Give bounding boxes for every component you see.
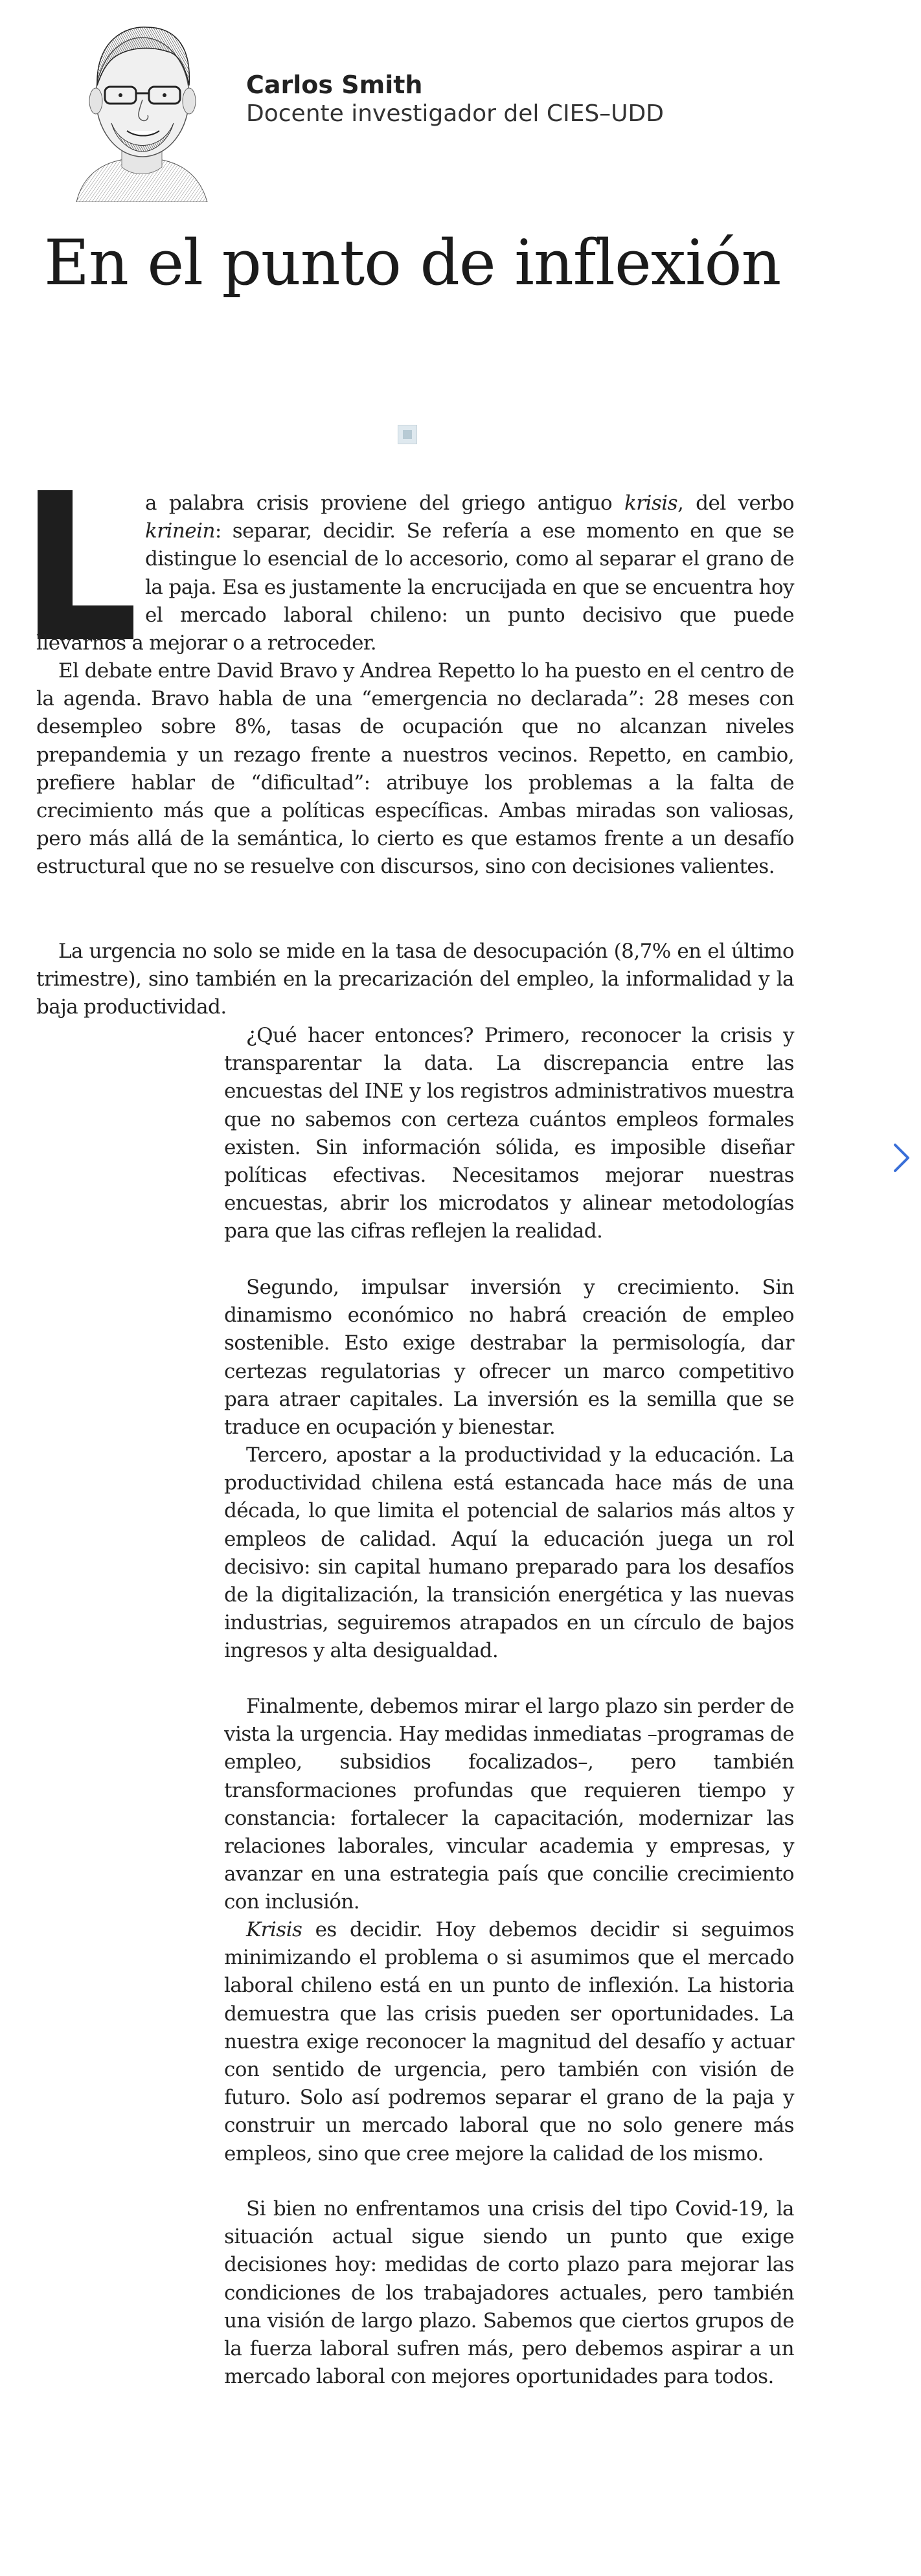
article-headline: En el punto de inflexión: [44, 227, 781, 299]
body-paragraph-7: [224, 1693, 794, 1917]
text-segment: Segundo, impulsar inversión y crecimiento. Sin dinamismo económico no habrá creación de empleo sostenible. Esto exige destrabar la permisología, dar certezas regulatorias y ofrecer un marco competitivo para atraer capitales. La inversión es la semilla que se traduce en ocupación y bienestar.: [224, 1276, 794, 1440]
text-segment: La urgencia no solo se mide en la tasa de desocupación (8,7% en el último trimestre), sino también en la precarización del empleo, la informalidad y la baja productividad.: [36, 940, 794, 1019]
body-paragraph-2: [36, 657, 794, 881]
byline: [246, 70, 664, 128]
body-paragraph-1: [36, 490, 794, 657]
author-name: Carlos Smith: [246, 71, 423, 99]
body-paragraph-8: [224, 1916, 794, 2168]
body-paragraph-4: [224, 1022, 794, 1246]
author-role: Docente investigador del CIES–UDD: [246, 100, 664, 127]
text-segment: Finalmente, debemos mirar el largo plazo sin perder de vista la urgencia. Hay medidas inmediatas –programas de empleo, subsidios focalizados–, pero también transformaciones profundas que requieren tiempo y constancia: fortalecer la capacitación, modernizar las relaciones laborales, vincular academia y empresas, y avanzar en una estrategia país que concilie crecimiento con inclusión.: [224, 1695, 794, 1914]
body-paragraph-3: [36, 938, 794, 1022]
text-segment: es decidir. Hoy debemos decidir si seguimos minimizando el problema o si asumimos que el mercado laboral chileno está en un punto de inflexión. La historia demuestra que las crisis pueden ser oportunidades. La nuestra exige reconocer la magnitud del desafío y actuar con sentido de urgencia, pero también con visión de futuro. Solo así podremos separar el grano de la paja y construir un mercado laboral que no solo genere más empleos, sino que cree mejore la calidad de los mismo.: [224, 1918, 794, 2165]
text-segment: a palabra crisis proviene del griego antiguo: [145, 491, 624, 515]
body-paragraph-9: [224, 2195, 794, 2391]
italic-term: krisis: [624, 491, 677, 515]
body-paragraph-5: [224, 1274, 794, 1441]
text-segment: Si bien no enfrentamos una crisis del tipo Covid-19, la situación actual sigue siendo un punto que exige decisiones hoy: medidas de corto plazo para mejorar las condiciones de los trabajadores actuales, pero también una visión de largo plazo. Sabemos que ciertos grupos de la fuerza laboral sufren más, pero debemos aspirar a un mercado laboral con mejores oportunidades para todos.: [224, 2197, 794, 2389]
text-segment: Tercero, apostar a la productividad y la educación. La productividad chilena está estancada hace más de una década, lo que limita el potencial de salarios más altos y empleos de calidad. Aquí la educación juega un rol decisivo: sin capital humano preparado para los desafíos de la digitalización, la transición energética y las nuevas industrias, seguiremos atrapados en un círculo de bajos ingresos y alta desigualdad.: [224, 1443, 794, 1663]
italic-term: krinein: [145, 519, 215, 543]
image-placeholder-icon: [398, 425, 417, 444]
text-segment: : separar, decidir. Se refería a ese momento en que se distingue lo esencial de lo accesorio, como al separar el grano de la paja. Esa es justamente la encrucijada en que se encuentra hoy el mercado laboral chileno: un punto decisivo que puede llevarnos a mejorar o a retroceder.: [36, 519, 794, 655]
author-portrait: [71, 14, 210, 202]
text-segment: ¿Qué hacer entonces? Primero, reconocer la crisis y transparentar la data. La discrepancia entre las encuestas del INE y los registros administrativos muestra que no sabemos con certeza cuántos empleos formales existen. Sin información sólida, es imposible diseñar políticas efectivas. Necesitamos mejorar nuestras encuestas, abrir los microdatos y alinear metodologías para que las cifras reflejen la realidad.: [224, 1024, 794, 1243]
text-segment: , del verbo: [677, 491, 794, 515]
text-segment: El debate entre David Bravo y Andrea Repetto lo ha puesto en el centro de la agenda. Bravo habla de una “emergencia no declarada”: 28 meses con desempleo sobre 8%, tasas de ocupación que no alcanzan niveles prepandemia y un rezago frente a nuestros vecinos. Repetto, en cambio, prefiere hablar de “dificultad”: atribuye los problemas a la falta de crecimiento más que a políticas específicas. Ambas miradas son valiosas, pero más allá de la semántica, lo cierto es que estamos frente a un desafío estructural que no se resuelve con discursos, sino con decisiones valientes.: [36, 659, 794, 879]
body-paragraph-6: [224, 1441, 794, 1666]
chevron-right-icon[interactable]: [889, 1140, 915, 1176]
italic-term: Krisis: [246, 1918, 302, 1941]
